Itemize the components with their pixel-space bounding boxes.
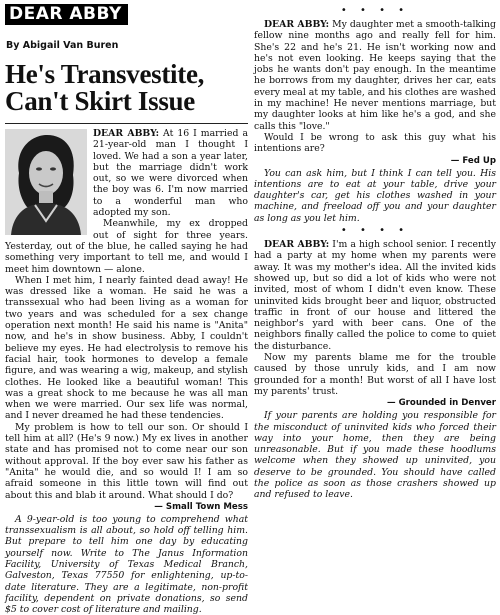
letter1-paragraph-2: Meanwhile, my ex dropped out of sight for three years. Yesterday, out of the blue, he called saying he had something very important to tell me, and would I meet him downtown — alone. <box>5 218 248 275</box>
letter3-salutation: DEAR ABBY: <box>264 239 330 251</box>
letter1-answer: A 9-year-old is too young to comprehend what transsexualism is all about, so hold off telling him. But prepare to tell him one day by educating yourself now. Write to The Janus Information Facility, University of Texas Medical Branch, Galveston, Texas 77550 for enlightening, up-to-date literature. They are a legitimate, non-profit facility, dependent on private donations, so send $5 to cover cost of literature and mailing. <box>5 513 248 615</box>
right-column <box>254 4 496 501</box>
letter3-paragraph-1 <box>254 239 496 352</box>
headline-line-1: He's Transvestite, <box>5 59 205 89</box>
headline-rule <box>5 123 248 124</box>
byline: By Abigail Van Buren <box>6 40 119 51</box>
letter2-paragraph-1 <box>254 19 496 132</box>
letter2-paragraph-2: Would I be wrong to ask this guy what his intentions are? <box>254 131 496 155</box>
letter2-answer: You can ask him, but I think I can tell you. His intentions are to eat at your table, drive your daughter's car, get his clothes washed in your machine, and freeload off you and your daughter as long as you let him. <box>254 167 496 224</box>
column-header: DEAR ABBY <box>5 4 128 25</box>
letter3-p1-text: I'm a high school senior. I recently had a party at my home when my parents were away. It was my mother's idea. All the invited kids showed up, but so did a lot of kids who were not invited, most of whom I didn't even know. These uninvited kids brought beer and liquor, obstructed traffic in front of our house and littered the neighbor's yard with beer cans. One of the neighbors finally called the police to come to quiet the disturbance. <box>254 239 496 352</box>
letter2-signature: — Fed Up <box>450 155 496 166</box>
letter2-salutation: DEAR ABBY: <box>264 19 330 30</box>
author-photo <box>5 129 87 235</box>
author-portrait-image <box>5 129 87 235</box>
letter3-paragraph-2: Now my parents blame me for the trouble caused by those unruly kids, and I am now grounded for a month! But worst of all I have lost my parents' trust. <box>254 352 496 397</box>
letter1-p1-text: At 16 I married a 21-year-old man I thought I loved. We had a son a year later, but the marriage didn't work out, so we were divorced when the boy was 6. I'm now married to a wonderful man who adopted my son. <box>93 128 248 219</box>
letter1-paragraph-3: When I met him, I nearly fainted dead away! He was dressed like a woman. He said he was a transsexual who had been living as a woman for two years and was scheduled for a sex change operation next month! He said his name is "Anita" now, and he's in show business. Abby, I couldn't believe my eyes. He had electrolysis to remove his facial hair, took hormones to develop a female figure, and was wearing a wig, makeup, and stylish clothes. He looked like a beautiful woman! This was a great shock to me because he was all man when we were married. Our sex life was normal, and I never dreamed he had these tendencies. <box>5 274 248 422</box>
headline-line-2: Can't Skirt Issue <box>5 86 195 116</box>
letter3-answer: If your parents are holding you responsible for the misconduct of uninvited kids who forced their way into your home, then they are being unreasonable. But if you made these hoodlums welcome when they showed up uninvited, you deserve to be grounded. You should have called the police as soon as those crashers showed up and refused to leave. <box>254 410 496 501</box>
letter1-salutation: DEAR ABBY: <box>93 128 160 139</box>
headline <box>5 61 248 115</box>
letter1-signature: — Small Town Mess <box>154 501 248 512</box>
separator-2: • • • • <box>340 225 410 237</box>
letter1-paragraph-4: My problem is how to tell our son. Or should I tell him at all? (He's 9 now.) My ex lives in another state and has promised not to come near our son without approval. If the boy ever saw his father as "Anita" he would die, and so would I! I am so afraid someone in this little town will find out about this and blab it around. What should I do? <box>5 421 248 501</box>
left-column <box>5 4 248 615</box>
separator-1: • • • • <box>340 5 410 16</box>
letter2-p1-text: My daughter met a smooth-talking fellow nine months ago and really fell for him. She's 22 and he's 21. He isn't working now and he's not even looking. He keeps saying that the jobs he wants don't pay enough. In the meantime he borrows from my daughter, drives her car, eats every meal at my table, and his clothes are washed in my machine! He never mentions marriage, but my daughter looks at him like he's a god, and she calls this "love." <box>254 19 496 132</box>
letter3-signature: — Grounded in Denver <box>387 398 496 409</box>
